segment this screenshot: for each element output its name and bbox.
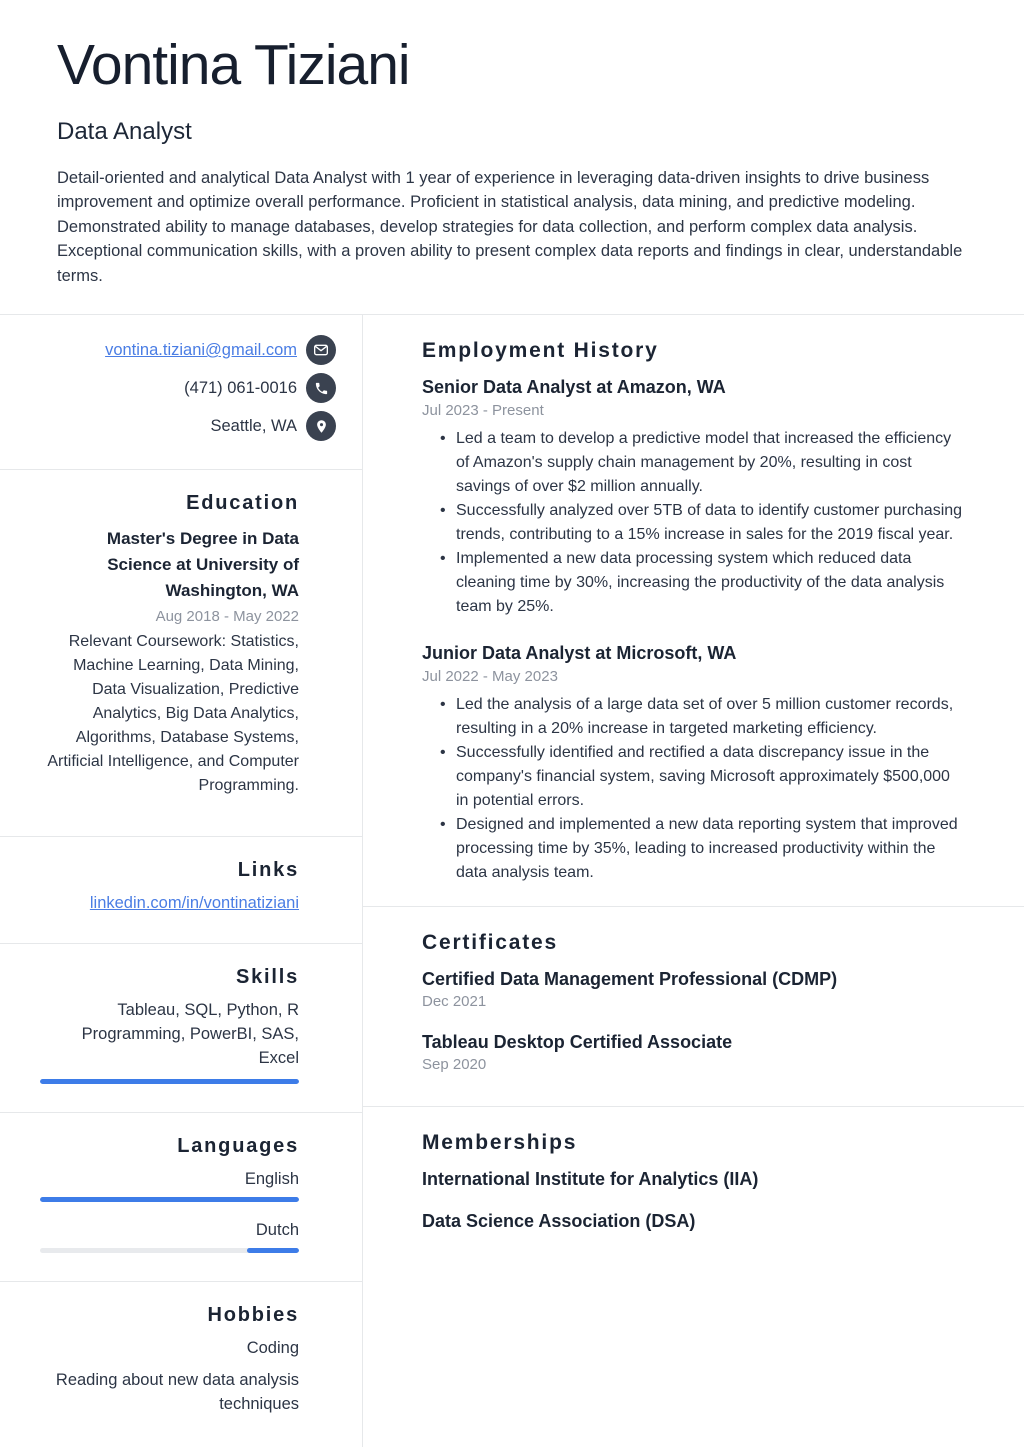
contact-email-row: [40, 335, 336, 365]
bullet-icon: •: [440, 502, 446, 520]
job-bullet: [440, 741, 966, 813]
candidate-name: Vontina Tiziani: [57, 33, 410, 97]
job-bullet-list: [422, 427, 966, 619]
phone-icon: [306, 373, 336, 403]
membership-entry: International Institute for Analytics (IIA): [422, 1169, 759, 1190]
links-heading: Links: [237, 859, 299, 882]
bullet-icon: •: [440, 816, 446, 834]
certificate-title: Certified Data Management Professional (CDMP): [422, 969, 838, 990]
language-level-bar: [40, 1248, 299, 1253]
email-icon: [306, 335, 336, 365]
education-coursework: Relevant Coursework: Statistics, Machine Learning, Data Mining, Data Visualization, Predictive Analytics, Big Data Analytics, Algorithms, Database Systems, Artificial Intelligence, and Computer Programming.: [47, 633, 299, 795]
job-bullet-text: Led a team to develop a predictive model that increased the efficiency of Amazon's supply chain management by 20%, resulting in cost savings of over $2 million annually.: [456, 430, 952, 496]
language-level-fill: [247, 1248, 299, 1253]
skills-list: Tableau, SQL, Python, R Programming, PowerBI, SAS, Excel: [81, 1001, 299, 1068]
job-entry: [422, 375, 966, 619]
resume-header: [0, 0, 1024, 314]
memberships-section: [363, 1106, 1024, 1254]
certificate-entry: [422, 967, 966, 1012]
language-name: Dutch: [255, 1221, 299, 1240]
job-bullet: [440, 499, 966, 547]
skills-level-fill: [40, 1079, 299, 1084]
job-bullet: [440, 427, 966, 499]
bullet-icon: •: [440, 696, 446, 714]
job-bullet: [440, 693, 966, 741]
job-bullet-text: Led the analysis of a large data set of over 5 million customer records, resulting in a 20% increase in targeted marketing efficiency.: [456, 696, 954, 738]
candidate-job-title: Data Analyst: [57, 117, 192, 145]
language-name: English: [244, 1170, 299, 1189]
job-dates: Jul 2023 - Present: [422, 402, 544, 420]
language-level-bar: [40, 1197, 299, 1202]
education-heading: Education: [186, 492, 299, 515]
job-title: Junior Data Analyst at Microsoft, WA: [422, 643, 737, 664]
bullet-icon: •: [440, 430, 446, 448]
links-section: [0, 836, 362, 943]
certificate-title: Tableau Desktop Certified Associate: [422, 1032, 733, 1053]
job-dates: Jul 2022 - May 2023: [422, 668, 558, 686]
employment-history-heading: Employment History: [422, 339, 659, 363]
memberships-heading: Memberships: [422, 1131, 578, 1155]
job-bullet-text: Implemented a new data processing system which reduced data cleaning time by 30%, increasing the productivity of the data analysis team by 25%.: [456, 550, 945, 616]
phone-number: (471) 061-0016: [184, 378, 297, 397]
profile-summary: Detail-oriented and analytical Data Analyst with 1 year of experience in leveraging data-driven insights to drive business improvement and optimize overall performance. Proficient in statistical analysis, data mining, and predictive modeling. Demonstrated ability to manage databases, develop strategies for data collection, and perform complex data analysis. Exceptional communication skills, with a proven ability to present complex data reports and findings in clear, understandable terms.: [57, 168, 963, 285]
employment-history-section: [363, 315, 1024, 906]
location-text: Seattle, WA: [210, 416, 297, 435]
education-dates: Aug 2018 - May 2022: [155, 608, 299, 626]
job-title: Senior Data Analyst at Amazon, WA: [422, 377, 726, 398]
membership-entry: Data Science Association (DSA): [422, 1211, 696, 1232]
languages-heading: Languages: [177, 1135, 299, 1158]
skills-section: [0, 943, 362, 1112]
sidebar: [0, 315, 363, 1447]
certificate-date: Sep 2020: [422, 1056, 487, 1074]
hobbies-heading: Hobbies: [207, 1304, 299, 1327]
job-entry: [422, 641, 966, 885]
hobby-item: Coding: [246, 1339, 299, 1358]
bullet-icon: •: [440, 744, 446, 762]
job-bullet-text: Successfully analyzed over 5TB of data to identify customer purchasing trends, contributing to a 15% increase in sales for the 2019 fiscal year.: [456, 502, 963, 544]
main-column: [363, 315, 1024, 1447]
language-item: [40, 1218, 299, 1253]
job-bullet: [440, 547, 966, 619]
language-level-fill: [40, 1197, 299, 1202]
email-link[interactable]: vontina.tiziani@gmail.com: [105, 340, 297, 359]
certificate-entry: [422, 1030, 966, 1075]
certificates-section: [363, 906, 1024, 1106]
two-column-body: [0, 314, 1024, 1447]
language-item: [40, 1167, 299, 1202]
job-bullet-text: Designed and implemented a new data reporting system that improved processing time by 35%, leading to increased productivity within the data analysis team.: [456, 816, 958, 882]
location-pin-icon: [306, 411, 336, 441]
job-bullet: [440, 813, 966, 885]
linkedin-link[interactable]: linkedin.com/in/vontinatiziani: [89, 894, 299, 913]
hobbies-section: [0, 1281, 362, 1444]
job-bullet-list: [422, 693, 966, 885]
languages-section: [0, 1112, 362, 1281]
bullet-icon: •: [440, 550, 446, 568]
certificates-heading: Certificates: [422, 931, 558, 955]
contact-section: [0, 315, 362, 469]
skills-level-bar: [40, 1079, 299, 1084]
job-bullet-text: Successfully identified and rectified a data discrepancy issue in the company's financial system, saving Microsoft approximately $500,000 in potential errors.: [456, 744, 950, 810]
certificate-date: Dec 2021: [422, 993, 487, 1011]
hobby-item: Reading about new data analysis techniques: [55, 1371, 299, 1414]
education-degree: Master's Degree in Data Science at University of Washington, WA: [106, 529, 299, 601]
contact-phone-row: [40, 373, 336, 403]
education-section: [0, 469, 362, 836]
skills-heading: Skills: [235, 966, 299, 989]
contact-location-row: [40, 411, 336, 441]
